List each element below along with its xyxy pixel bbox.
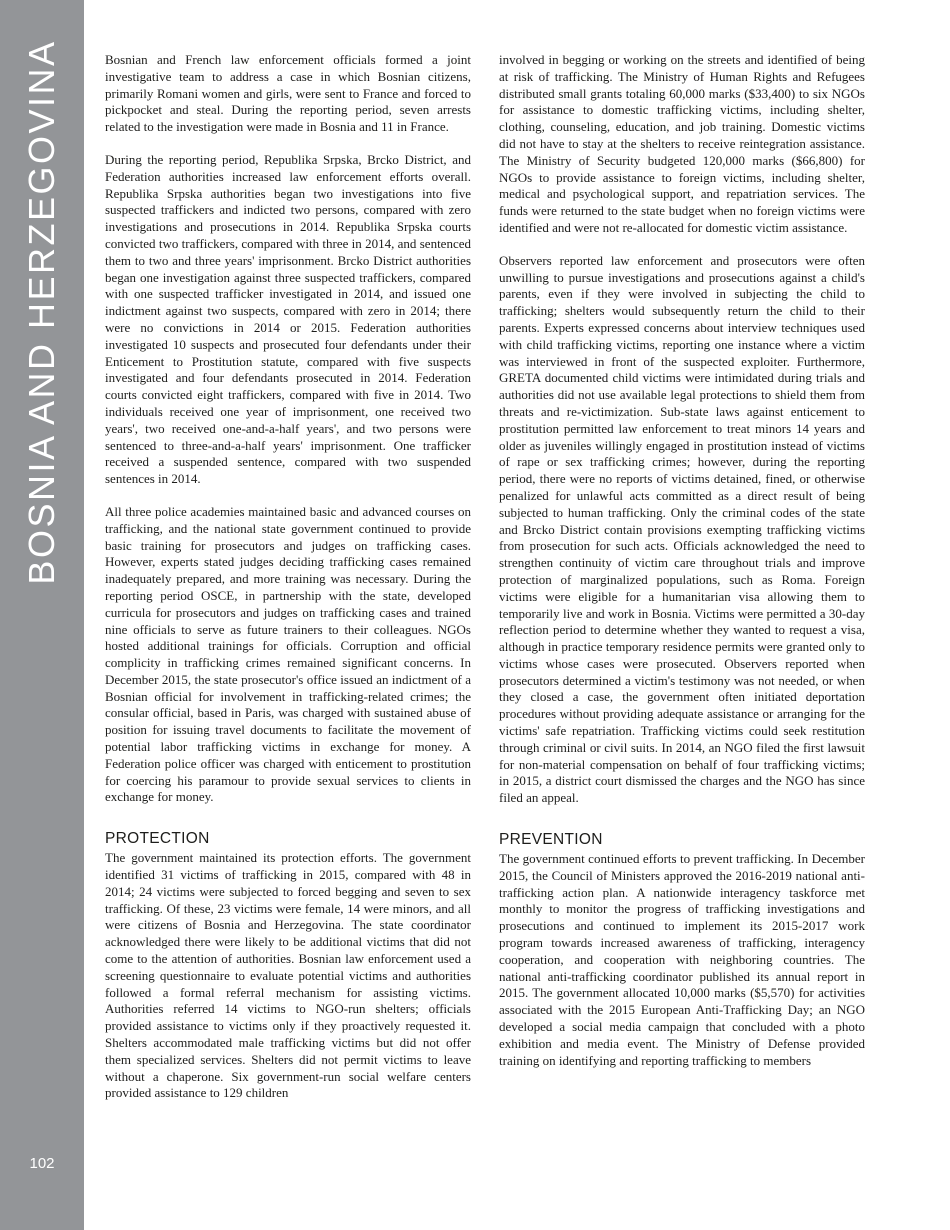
- sidebar: [0, 0, 84, 1230]
- sidebar-country-title: BOSNIA AND HERZEGOVINA: [21, 39, 62, 585]
- section-heading-prevention: PREVENTION: [499, 831, 603, 849]
- paragraph-joint-investigation: Bosnian and French law enforcement officials formed a joint investigative team to address a case in which Bosnian citizens, primarily Romani women and girls, were sent to France and forced to pickpocket and steal. During the reporting period, seven arrests related to the investigation were made in Bosnia and 11 in France.: [105, 52, 471, 135]
- paragraph-police-training-corruption: All three police academies maintained basic and advanced courses on trafficking, and the national state government continued to provide basic training for prosecutors and judges on trafficking cases. However, experts stated judges deciding trafficking cases remained inadequately prepared, and more training was necessary. During the reporting period OSCE, in partnership with the state, developed curricula for prosecutors and judges on trafficking cases and trained nine officials to serve as future trainers to their colleagues. NGOs hosted additional trainings for officials. Corruption and official complicity in trafficking crimes remained significant concerns. In December 2015, the state prosecutor's office issued an indictment of a Bosnian official for involvement in trafficking-related crimes; the consular official, based in Paris, was charged with sustained abuse of position for issuing travel documents to facilitate the movement of potential labor trafficking victims in exchange for money. A Federation police officer was charged with enticement to prostitution for coercing his paramour to provide sexual services to clients in exchange for money.: [105, 503, 471, 805]
- paragraph-protection-efforts: The government maintained its protection efforts. The government identified 31 victims of trafficking in 2015, compared with 48 in 2014; 24 victims were subjected to forced begging and seven to sex trafficking. Of these, 23 victims were female, 14 were minors, and all were citizens of Bosnia and Herzegovina. The state coordinator acknowledged there were likely to be additional victims that did not come to the attention of authorities. Bosnian law enforcement used a screening questionnaire to evaluate potential victims and authorities followed a formal referral mechanism for assisting victims. Authorities referred 14 victims to NGO-run shelters; officials provided assistance to victims only if they proactively requested it. Shelters accommodated male trafficking victims but did not offer them specialized services. Shelters did not permit victims to leave without a chaperone. Six government-run social welfare centers provided assistance to 129 children: [105, 850, 471, 1101]
- right-column: [499, 52, 865, 1069]
- section-heading-protection: PROTECTION: [105, 830, 210, 848]
- left-column: [105, 52, 471, 1102]
- paragraph-law-enforcement-efforts: During the reporting period, Republika Srpska, Brcko District, and Federation authorities increased law enforcement efforts overall. Republika Srpska authorities began two investigations into five suspected traffickers and indicted two persons, compared with zero investigations and prosecutions in 2014. Republika Srpska courts convicted two traffickers, compared with three in 2014, and sentenced them to two and three years' imprisonment. Brcko District authorities began one investigation against three suspected traffickers, compared with one suspected trafficker investigated in 2014, and issued one indictment against two suspects, compared with zero in 2014; there were no convictions in 2014 or 2015. Federation authorities investigated 10 suspects and prosecuted four defendants under their Enticement to Prostitution statute, compared with five suspects investigated and four defendants prosecuted in 2014. Federation courts convicted eight traffickers, compared with five in 2014. Two individuals received one year of imprisonment, one received two years', two received one-and-a-half years', and two persons were sentenced to three-and-a-half years' imprisonment. One trafficker received a suspended sentence, compared with two suspended sentences in 2014.: [105, 151, 471, 487]
- page-number: 102: [29, 1155, 55, 1172]
- paragraph-child-victims-concerns: Observers reported law enforcement and prosecutors were often unwilling to pursue investigations and prosecutions against a child's parents, even if they were involved in subjecting the child to trafficking; shelters would subsequently return the child to their parents. Experts expressed concerns about interview techniques used with child trafficking victims, reporting one instance where a victim was interviewed in front of the suspected exploiter. Furthermore, GRETA documented child victims were intimidated during trials and authorities did not use available legal protections to shield them from threats and re-victimization. Sub-state laws against enticement to prostitution permitted law enforcement to treat minors 14 years and older as juveniles willingly engaged in prostitution instead of victims of rape or sex trafficking crimes; however, during the reporting period, there were no reports of victims detained, fined, or otherwise penalized for unlawful acts committed as a direct result of being subjected to human trafficking. Only the criminal codes of the state and Brcko District contain provisions exempting trafficking victims from prosecution for such acts. Officials acknowledged the need to strengthen continuity of victim care throughout trials and improve protection of marginalized populations, such as Roma. Foreign victims were eligible for a humanitarian visa allowing them to temporarily live and work in Bosnia. Victims were permitted a 30-day reflection period to determine whether they wanted to request a visa, although in practice temporary residence permits were granted only to victims whose cases were prosecuted. Observers reported when prosecutors determined a victim's testimony was not needed, or when they closed a case, the government often initiated deportation procedures without providing adequate assistance or arranging for the victims' safe repatriation. Trafficking victims could seek restitution through criminal or civil suits. In 2014, an NGO filed the first lawsuit for non-material compensation on behalf of four trafficking victims; in 2015, a district court dismissed the charges and the NGO has since filed an appeal.: [499, 252, 865, 806]
- paragraph-prevention-efforts: The government continued efforts to prevent trafficking. In December 2015, the Council of Ministers approved the 2016-2019 national anti-trafficking action plan. A nationwide interagency taskforce met monthly to monitor the progress of trafficking investigations and prosecutions and continued to implement its 2015-2017 work program towards increased awareness of trafficking, interagency cooperation, and cooperation with neighboring countries. The national anti-trafficking coordinator published its annual report in 2015. The government allocated 10,000 marks ($5,570) for activities associated with the 2015 European Anti-Trafficking Day; an NGO developed a social media campaign that concluded with a photo exhibition and media event. The Ministry of Defense provided training on identifying and reporting trafficking to members: [499, 851, 865, 1068]
- paragraph-victim-assistance-funding: involved in begging or working on the streets and identified of being at risk of trafficking. The Ministry of Human Rights and Refugees distributed small grants totaling 60,000 marks ($33,400) to six NGOs for assistance to domestic trafficking victims, including shelter, clothing, counseling, education, and job training. Domestic victims did not have to stay at the shelters to receive reintegration assistance. The Ministry of Security budgeted 120,000 marks ($66,800) for NGOs to provide assistance to foreign victims, including shelter, medical and psychological support, and repatriation services. The funds were returned to the state budget when no foreign victims were identified and were not re-allocated for domestic victim assistance.: [499, 52, 865, 235]
